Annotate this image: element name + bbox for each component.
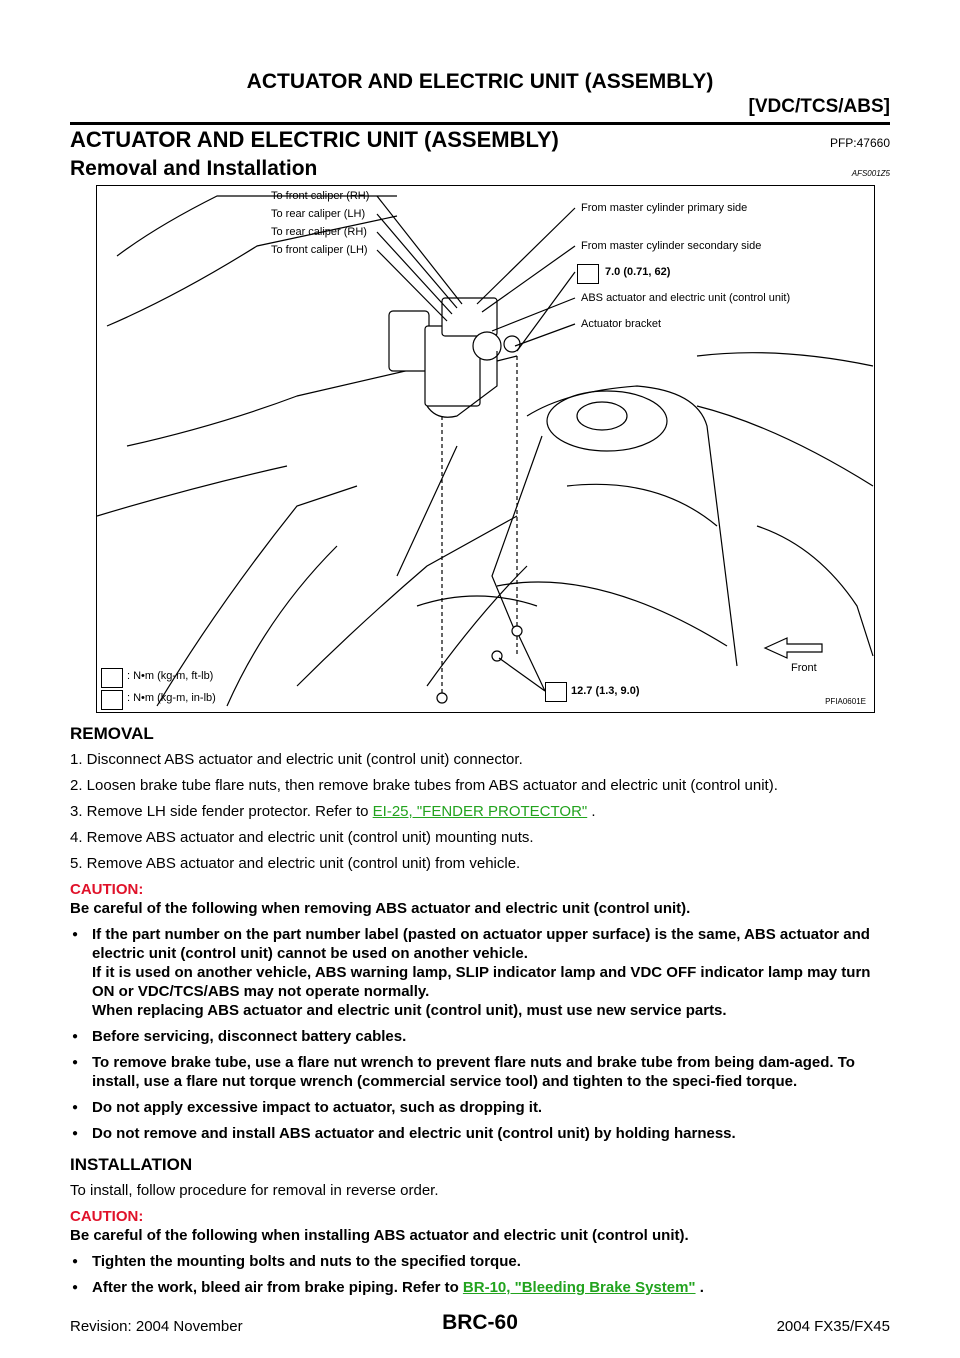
callout-rear-caliper-rh: To rear caliper (RH) — [271, 226, 367, 238]
footer-revision: Revision: 2004 November — [70, 1318, 243, 1335]
removal-diagram — [96, 185, 875, 713]
removal-bullet-5: ● Do not remove and install ABS actuator and electric unit (control unit) by holding harness. — [70, 1124, 890, 1143]
removal-bullet-1 — [70, 925, 890, 1020]
callout-torque-lower: 12.7 (1.3, 9.0) — [571, 685, 640, 697]
callout-front-caliper-rh: To front caliper (RH) — [271, 190, 370, 202]
callout-front: Front — [791, 662, 817, 674]
removal-step-2: 2. Loosen brake tube flare nuts, then remove brake tubes from ABS actuator and electric unit (control unit). — [70, 777, 778, 794]
section-code: PFP:47660 — [829, 136, 890, 150]
installation-bullet-1: ● Tighten the mounting bolts and nuts to the specified torque. — [70, 1252, 890, 1271]
link-fender-protector[interactable]: EI-25, "FENDER PROTECTOR" — [372, 803, 588, 820]
callout-abs-unit: ABS actuator and electric unit (control unit) — [581, 292, 791, 304]
removal-step-4: 4. Remove ABS actuator and electric unit (control unit) mounting nuts. — [70, 829, 534, 846]
page-header-subtitle: [VDC/TCS/ABS] — [748, 96, 890, 117]
torque-wrench-icon — [101, 668, 123, 688]
removal-bullet-3: ● To remove brake tube, use a flare nut wrench to prevent flare nuts and brake tube from being dam-aged. To install, use a flare nut torque wrench (commercial service tool) and tighten to the speci-fied torque. — [70, 1053, 890, 1091]
torque-wrench-icon — [577, 264, 599, 284]
installation-heading: INSTALLATION — [70, 1155, 193, 1174]
removal-bullet-1b: If it is used on another vehicle, ABS warning lamp, SLIP indicator lamp and VDC OFF indicator lamp may turn ON or VDC/TCS/ABS may not operate normally. — [92, 964, 871, 1000]
removal-step-5: 5. Remove ABS actuator and electric unit (control unit) from vehicle. — [70, 855, 521, 872]
torque-wrench-icon — [545, 682, 567, 702]
callout-rear-caliper-lh: To rear caliper (LH) — [271, 208, 366, 220]
footer-page-number: BRC-60 — [442, 1311, 518, 1334]
footer-model: 2004 FX35/FX45 — [776, 1318, 890, 1335]
callout-actuator-bracket: Actuator bracket — [581, 318, 662, 330]
legend-ftlb: : N•m (kg-m, ft-lb) — [127, 670, 214, 682]
installation-caution-label: CAUTION: — [70, 1208, 144, 1225]
diagram-drawing — [97, 186, 874, 712]
removal-bullet-1c: When replacing ABS actuator and electric unit (control unit), must use new service parts. — [92, 1002, 727, 1019]
torque-wrench-icon — [101, 690, 123, 710]
installation-bullet-2 — [70, 1278, 890, 1297]
header-rule — [70, 122, 890, 125]
removal-bullet-2: ● Before servicing, disconnect battery cables. — [70, 1027, 890, 1046]
callout-front-caliper-lh: To front caliper (LH) — [271, 244, 368, 256]
removal-section — [70, 724, 890, 1297]
section-title: ACTUATOR AND ELECTRIC UNIT (ASSEMBLY) — [70, 127, 559, 152]
legend-inlb: : N•m (kg-m, in-lb) — [127, 692, 216, 704]
removal-caution-intro: Be careful of the following when removing ABS actuator and electric unit (control unit). — [70, 900, 691, 917]
subsection-code: AFS001Z5 — [851, 169, 890, 178]
installation-caution-intro: Be careful of the following when installing ABS actuator and electric unit (control unit). — [70, 1227, 689, 1244]
link-bleeding-brake-system[interactable]: BR-10, "Bleeding Brake System" — [462, 1279, 696, 1296]
removal-step-3-text: 3. Remove LH side fender protector. Refer to — [70, 803, 373, 820]
callout-torque-upper: 7.0 (0.71, 62) — [605, 266, 671, 278]
removal-caution-label: CAUTION: — [70, 881, 144, 898]
callout-master-primary: From master cylinder primary side — [581, 202, 748, 214]
installation-text: To install, follow procedure for removal in reverse order. — [70, 1182, 439, 1199]
installation-bullet-2-text: After the work, bleed air from brake piping. Refer to — [92, 1279, 463, 1296]
removal-heading: REMOVAL — [70, 724, 154, 743]
removal-bullet-4: ● Do not apply excessive impact to actuator, such as dropping it. — [70, 1098, 890, 1117]
callout-master-secondary: From master cylinder secondary side — [581, 240, 762, 252]
removal-step-1: 1. Disconnect ABS actuator and electric unit (control unit) connector. — [70, 751, 523, 768]
removal-step-3-suffix: . — [587, 803, 596, 820]
removal-step-3 — [70, 802, 890, 821]
figure-code: PFIA0601E — [825, 697, 866, 706]
page-header-title: ACTUATOR AND ELECTRIC UNIT (ASSEMBLY) — [246, 70, 714, 93]
removal-bullet-1a: ● If the part number on the part number label (pasted on actuator upper surface) is the same, ABS actuator and electric unit (control unit) cannot be used on another vehicle. — [92, 926, 870, 962]
installation-bullet-2-suffix: . — [695, 1279, 704, 1296]
subsection-title: Removal and Installation — [70, 157, 318, 180]
